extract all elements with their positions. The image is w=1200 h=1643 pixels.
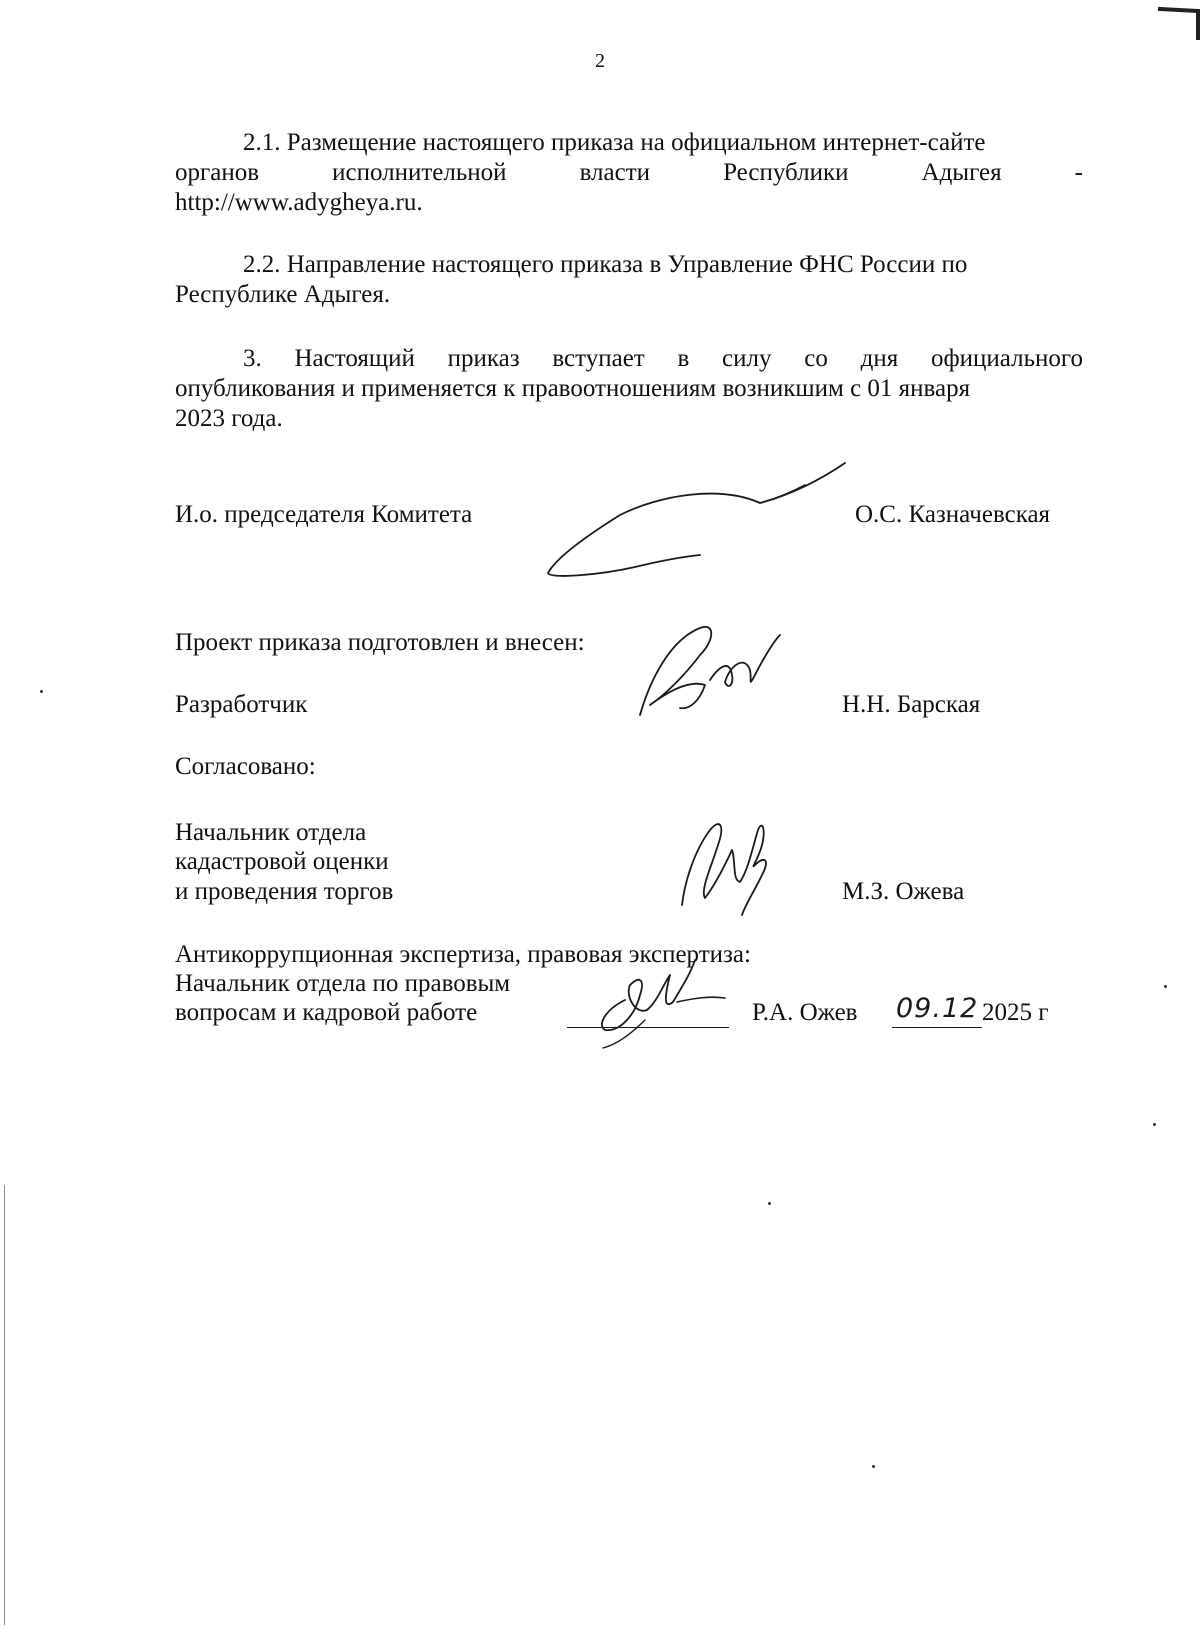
scan-speck	[40, 690, 43, 693]
scan-left-edge	[4, 1185, 5, 1625]
word: -	[1074, 159, 1083, 186]
head-dept-signature	[670, 810, 790, 920]
clause-2-1-line-1: 2.1. Размещение настоящего приказа на официальном интернет-сайте	[243, 129, 986, 156]
clause-3-line-1: 3. Настоящий приказ вступает в силу со дня официального	[243, 345, 1083, 372]
legal-signature	[585, 940, 735, 1050]
developer-name: Н.Н. Барская	[842, 691, 981, 718]
chair-name: О.С. Казначевская	[855, 501, 1051, 528]
word: Адыгея	[921, 159, 1002, 186]
prepared-label: Проект приказа подготовлен и внесен:	[175, 629, 585, 656]
head-dept-line-1: Начальник отдела	[175, 819, 367, 846]
legal-date-year: 2025 г	[982, 999, 1049, 1026]
clause-2-2-line-2: Республике Адыгея.	[175, 281, 391, 308]
page-number: 2	[595, 50, 605, 72]
legal-name: Р.А. Ожев	[752, 999, 858, 1026]
scan-speck	[768, 1202, 771, 1205]
chair-title: И.о. председателя Комитета	[175, 501, 473, 528]
clause-2-1-line-3: http://www.adygheya.ru.	[175, 189, 423, 216]
expertise-label: Антикоррупционная экспертиза, правовая экспертиза:	[175, 941, 751, 968]
head-dept-name: М.З. Ожева	[842, 878, 965, 905]
word: органов	[175, 159, 260, 186]
word: власти	[579, 159, 651, 186]
agreed-label: Согласовано:	[175, 753, 316, 780]
scan-corner-mark	[1158, 7, 1200, 13]
date-underline	[892, 1027, 982, 1028]
scan-speck	[1164, 985, 1167, 988]
scan-speck	[1153, 1123, 1156, 1126]
word: Республики	[723, 159, 849, 186]
developer-signature	[630, 620, 790, 720]
developer-title: Разработчик	[175, 691, 308, 718]
head-dept-line-3: и проведения торгов	[175, 878, 394, 905]
clause-3-line-2: опубликования и применяется к правоотношениям возникшим с 01 января	[175, 375, 971, 402]
word: исполнительной	[332, 159, 507, 186]
clause-2-1-line-2	[175, 158, 1083, 188]
scan-speck	[872, 1465, 875, 1468]
scan-corner-mark	[1196, 10, 1200, 40]
clause-2-2-line-1: 2.2. Направление настоящего приказа в Управление ФНС России по	[243, 251, 968, 278]
chair-signature	[540, 455, 850, 580]
legal-head-line-2: вопросам и кадровой работе	[175, 999, 478, 1026]
clause-3-line-3: 2023 года.	[175, 405, 283, 432]
handwritten-date: 09.12	[896, 993, 979, 1024]
legal-head-line-1: Начальник отдела по правовым	[175, 970, 511, 997]
head-dept-line-2: кадастровой оценки	[175, 848, 389, 875]
